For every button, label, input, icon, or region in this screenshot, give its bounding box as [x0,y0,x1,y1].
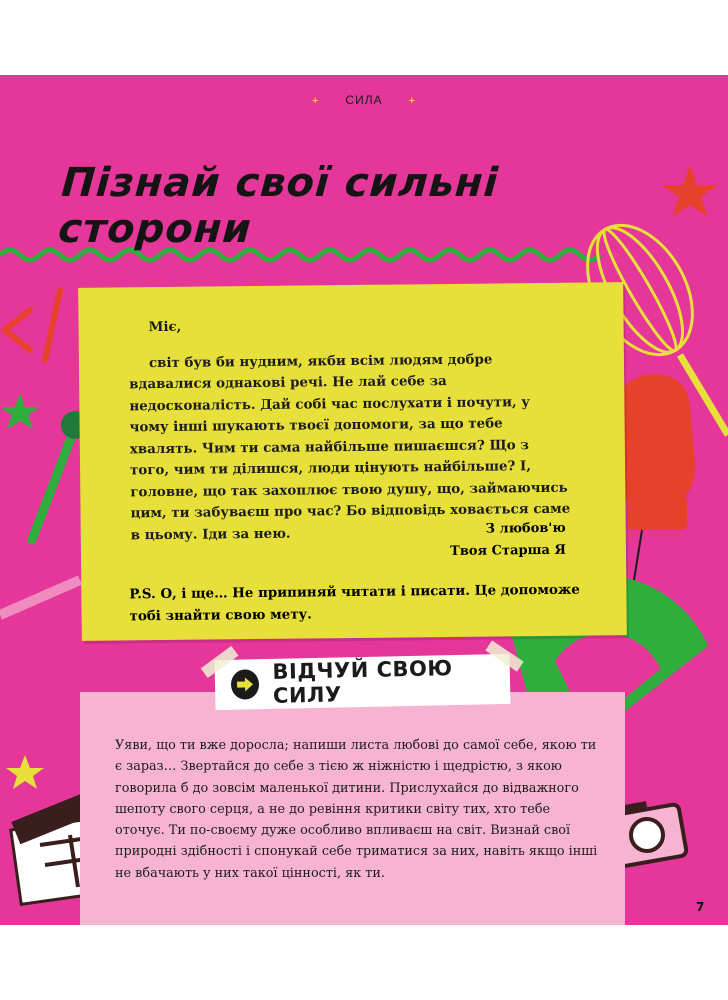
boxing-glove-icon [617,374,695,605]
letter-signoff [450,518,566,563]
exercise-text: Уяви, що ти вже доросла; напиши листа любові до самої себе, якою ти є зараз… Звертайся до себе з тією ж ніжністю і щедрістю, з якою говорила б до зовсім маленької дитини. Прислухайся до відважного шепоту свого серця, а не до ревіння критики світу тих, хто тебе оточує. Ти по-своєму дуже особливо впливаєш на світ. Визнай свої природні здібності і спонукай себе триматися за них, навіть якщо інші не вбачають у них такої цінності, як ти. [115,738,598,881]
letter-greeting: Міє, [148,318,182,336]
letter-content [128,313,570,547]
exercise-heading: ВІДЧУЙ СВОЮ СИЛУ [272,656,453,708]
star-icon [6,755,44,789]
section-name: СИЛА [345,93,383,107]
letter-body: світ був би нудним, якби всім людям добре вдавалися однакові речі. Не лай себе за недосконалість. Дай собі час послухати і почути, у чому інші шукають твоєї допомоги, за що тебе хвалять. Чим ти сама найбільше пишаєшся? Що з того, чим ти ділишся, люди цінують найбільше? І, головне, що так захоплює твою душу, що, займаючись цим, ти забуваєш про час? Бо відповідь ховається саме в цьому. Іди за нею. [129,351,571,543]
header-dot: + [408,95,417,107]
letter-postscript: P.S. О, і ще… Не припиняй читати і писати. Це допоможе тобі знайти свою мету. [129,581,581,624]
signoff-line2: Твоя Старша Я [450,542,567,559]
page-title: Пізнай свої сильні сторони [56,160,501,252]
header-dot: + [311,95,320,107]
star-icon [0,393,40,429]
pencil-decoration [0,580,80,615]
arrow-right-icon [231,669,259,700]
exercise-heading-label [215,654,511,710]
signoff-line1: З любов'ю [485,520,566,537]
page-number: 7 [696,900,705,914]
section-header [0,93,728,107]
letter-note [78,282,627,641]
page [0,75,728,925]
